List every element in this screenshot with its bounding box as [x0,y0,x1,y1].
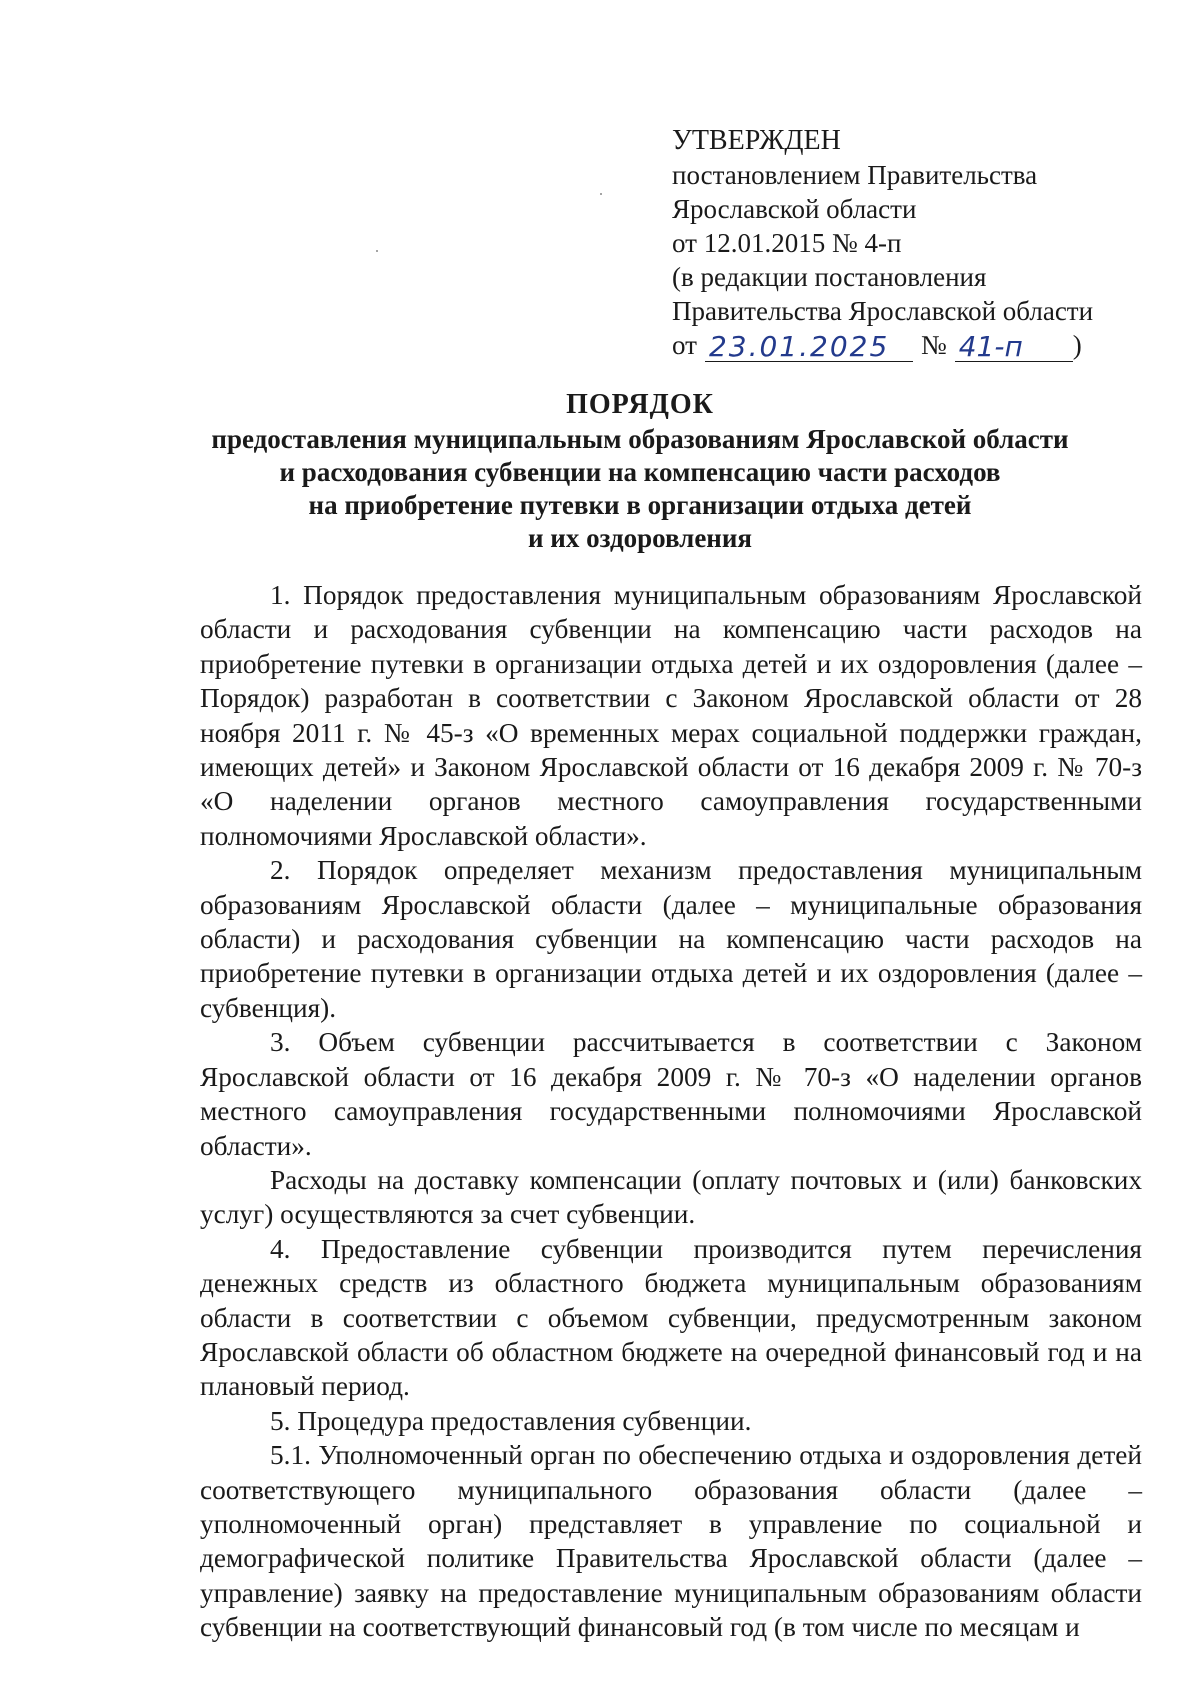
paragraph: 5.1. Уполномоченный орган по обеспечению отдыха и оздоровления детей соответствующего муниципального образования области (далее – уполномоченный орган) представляет в управление по социальной и демографической политике Правительства Ярославской области (далее – управление) заявку на предоставление муниципальным образованиям области субвенции на соответствующий финансовый год (в том числе по месяцам и [200,1440,1142,1643]
paragraph: 1. Порядок предоставления муниципальным образованиям Ярославской области и расходования субвенции на компенсацию части расходов на приобретение путевки в организации отдыха детей и их оздоровления (далее – Порядок) разработан в соответствии с Законом Ярославской области от 28 ноября 2011 г. № 45-з «О временных мерах социальной поддержки граждан, имеющих детей» и Законом Ярославской области от 16 декабря 2009 г. № 70-з «О наделении органов местного самоуправления государственными полномочиями Ярославской области». [200,580,1142,851]
paragraph: 2. Порядок определяет механизм предоставления муниципальным образованиям Ярославской области (далее – муниципальные образования области) и расходования субвенции на компенсацию части расходов на приобретение путевки в организации отдыха детей и их оздоровления (далее – субвенция). [200,855,1142,1023]
number-label: № [920,330,947,360]
approval-title: УТВЕРЖДЕН [672,125,841,156]
approval-line: от 12.01.2015 № 4-п [672,228,902,258]
amendment-reference [672,328,1142,362]
close-paren: ) [1072,330,1082,360]
from-label: от [672,330,697,360]
heading-line: и расходования субвенции на компенсацию части расходов [279,457,1001,487]
heading-main: ПОРЯДОК [566,389,714,420]
scan-speck [376,250,378,252]
approval-line: Ярославской области [672,194,917,224]
heading-line: и их оздоровления [527,523,753,553]
approval-line: постановлением Правительства [672,160,1038,190]
document-body [200,578,1142,1645]
scan-speck [600,193,602,195]
paragraph: 5. Процедура предоставления субвенции. [270,1405,752,1436]
heading-line: на приобретение путевки в организации отдыха детей [308,490,972,520]
handwritten-date: 23.01.2025 [705,333,913,362]
approval-line: Правительства Ярославской области [672,296,1094,326]
paragraph: Расходы на доставку компенсации (оплату почтовых и (или) банковских услуг) осуществляются за счет субвенции. [200,1164,1142,1230]
paragraph: 3. Объем субвенции рассчитывается в соответствии с Законом Ярославской области от 16 декабря 2009 г. № 70-з «О наделении органов местного самоуправления государственными полномочиями Ярославской области». [200,1027,1142,1161]
document-heading [180,388,1100,555]
heading-line: предоставления муниципальным образованиям Ярославской области [211,424,1069,454]
paragraph: 4. Предоставление субвенции производится путем перечисления денежных средств из областного бюджета муниципальным образованиям области в соответствии с объемом субвенции, предусмотренным законом Ярославской области об областном бюджете на очередной финансовый год и на плановый период. [200,1233,1142,1402]
approval-block [672,124,1142,362]
approval-line: (в редакции постановления [672,262,987,292]
handwritten-number: 41-п [955,333,1073,362]
